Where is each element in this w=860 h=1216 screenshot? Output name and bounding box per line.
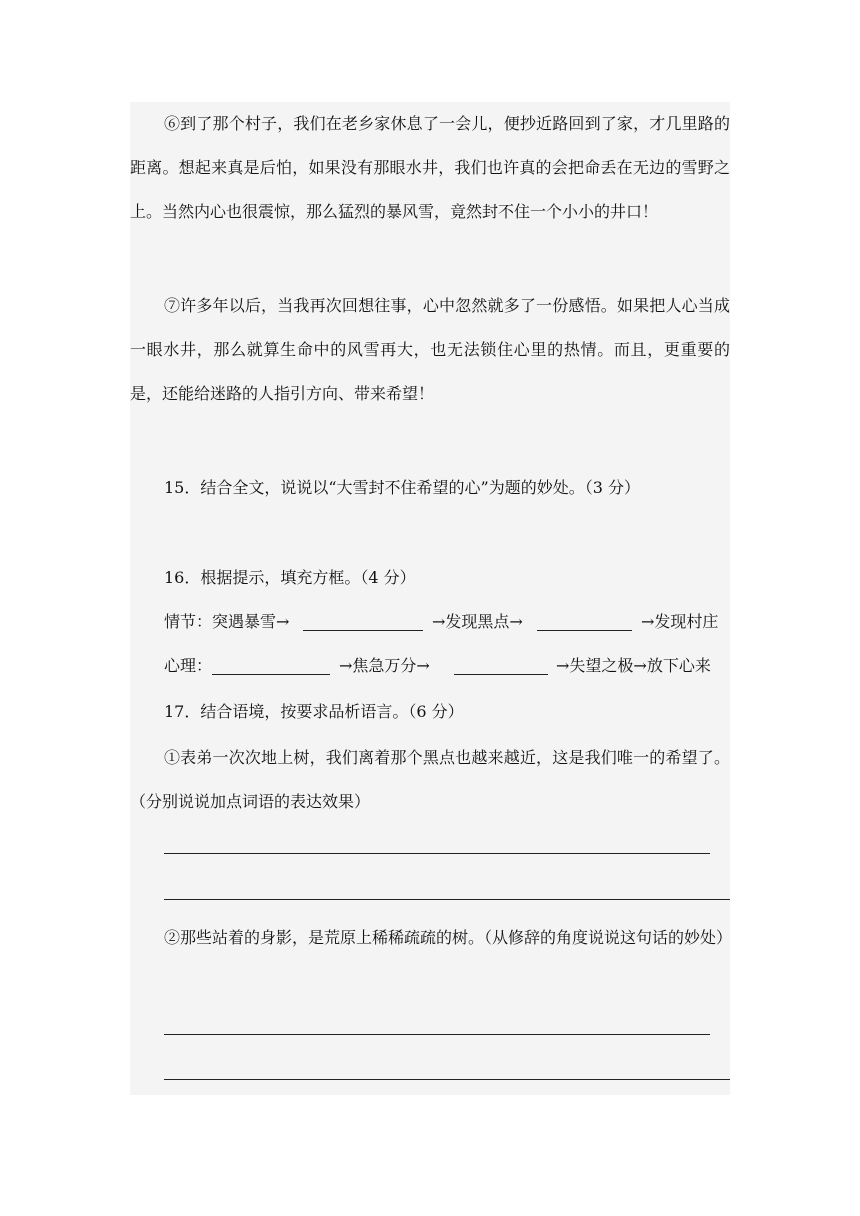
plot-label: 情节： [164, 612, 213, 631]
mood-step-1: →焦急万分→ [339, 656, 430, 675]
answer-line-4[interactable] [164, 1079, 730, 1080]
plot-blank-2[interactable] [537, 630, 632, 631]
mood-blank-1[interactable] [212, 674, 330, 675]
question-16-title: 16．根据提示，填充方框。（4 分） [164, 568, 416, 587]
question-17-item-2: ②那些站着的身影，是荒原上稀稀疏疏的树。（从修辞的角度说说这句话的妙处） [164, 928, 733, 947]
mood-step-2: →失望之极→放下心来 [556, 656, 711, 675]
plot-step-1: 突遇暴雪→ [212, 612, 290, 631]
answer-line-2[interactable] [164, 899, 730, 900]
question-17-title: 17．结合语境，按要求品析语言。（6 分） [164, 702, 464, 721]
question-17-item-1: ①表弟一次次地上树，我们离着那个黑点也越来越近，这是我们唯一的希望了。（分别说说加点词语的表达效果） [130, 748, 730, 811]
answer-line-3[interactable] [164, 1034, 710, 1035]
plot-blank-1[interactable] [303, 630, 423, 631]
mood-blank-2[interactable] [454, 674, 548, 675]
question-15: 15．结合全文，说说以“大雪封不住希望的心”为题的妙处。（3 分） [164, 478, 640, 497]
paragraph-7: ⑦许多年以后，当我再次回想往事，心中忽然就多了一份感悟。如果把人心当成一眼水井，那么就算生命中的风雪再大，也无法锁住心里的热情。而且，更重要的是，还能给迷路的人指引方向、带来希望！ [130, 296, 730, 403]
answer-line-1[interactable] [164, 853, 710, 854]
paragraph-6: ⑥到了那个村子，我们在老乡家休息了一会儿，便抄近路回到了家，才几里路的距离。想起来真是后怕，如果没有那眼水井，我们也许真的会把命丢在无边的雪野之上。当然内心也很震惊，那么猛烈的暴风雪，竟然封不住一个小小的井口！ [130, 114, 730, 221]
mood-label: 心理： [164, 656, 213, 675]
plot-step-3: →发现村庄 [641, 612, 719, 631]
plot-step-2: →发现黑点→ [432, 612, 523, 631]
